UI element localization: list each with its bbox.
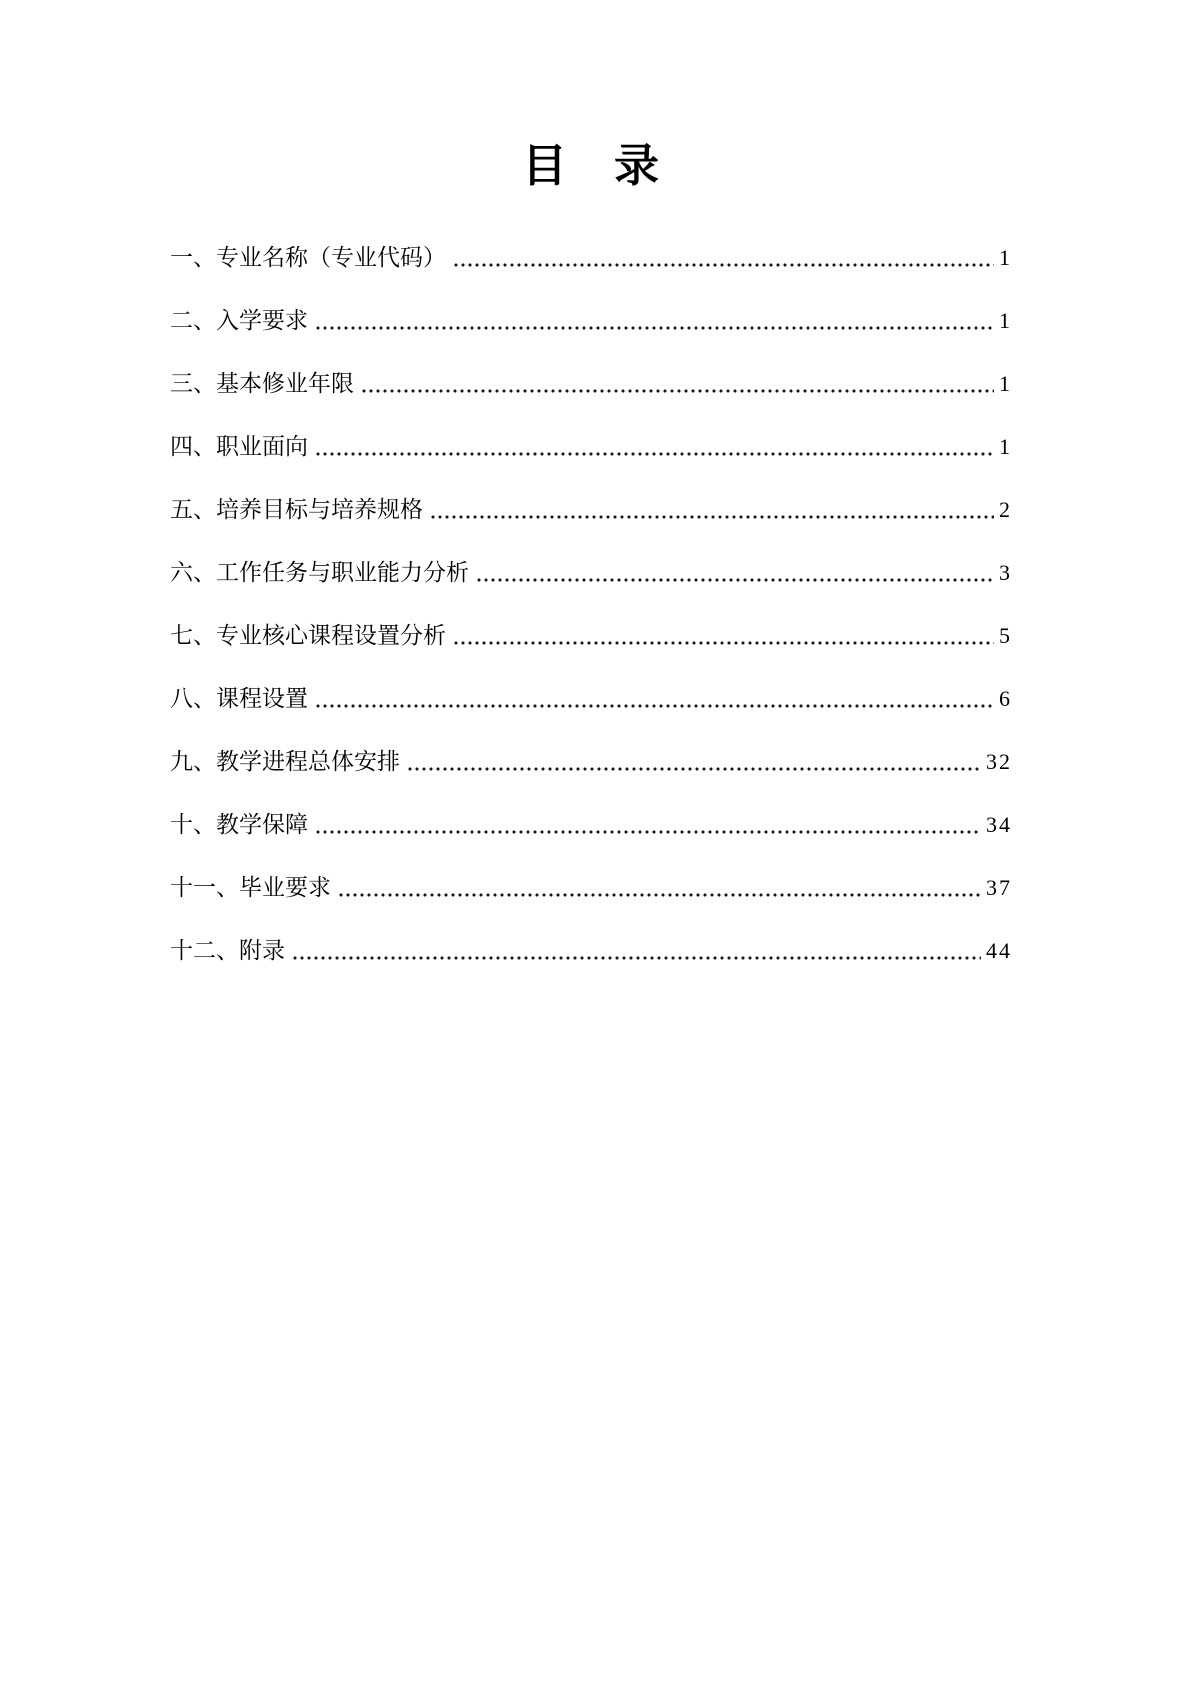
toc-entry-page: 44 — [986, 938, 1012, 964]
toc-entry-page: 37 — [986, 875, 1012, 901]
toc-entry[interactable] — [170, 687, 1012, 711]
dot-leader — [316, 326, 994, 330]
toc-entry-label: 三、基本修业年限 — [170, 371, 354, 397]
dot-leader — [431, 515, 994, 519]
toc-entry[interactable] — [170, 498, 1012, 522]
page-title: 目 录 — [521, 141, 660, 191]
toc-entry-label: 八、课程设置 — [170, 686, 308, 712]
toc-entry-page: 5 — [999, 623, 1012, 649]
dot-leader — [316, 830, 981, 834]
toc-entry-label: 一、专业名称（专业代码） — [170, 245, 446, 271]
toc-entry-page: 1 — [999, 371, 1012, 397]
dot-leader — [316, 452, 994, 456]
toc-entry-page: 1 — [999, 308, 1012, 334]
toc-entry-page: 3 — [999, 560, 1012, 586]
toc-entry-page: 34 — [986, 812, 1012, 838]
dot-leader — [339, 893, 981, 897]
toc-entry-label: 十二、附录 — [170, 938, 285, 964]
toc-entry-label: 十、教学保障 — [170, 812, 308, 838]
toc-entry[interactable] — [170, 876, 1012, 900]
toc-entry[interactable] — [170, 435, 1012, 459]
dot-leader — [362, 389, 994, 393]
toc-entry[interactable] — [170, 309, 1012, 333]
toc-entry-label: 五、培养目标与培养规格 — [170, 497, 423, 523]
toc-entry[interactable] — [170, 246, 1012, 270]
dot-leader — [454, 641, 994, 645]
dot-leader — [477, 578, 994, 582]
dot-leader — [408, 767, 981, 771]
toc-entry[interactable] — [170, 939, 1012, 963]
dot-leader — [316, 704, 994, 708]
dot-leader — [293, 956, 981, 960]
toc-entry-label: 九、教学进程总体安排 — [170, 749, 400, 775]
toc-entry-label: 十一、毕业要求 — [170, 875, 331, 901]
toc-entry-label: 四、职业面向 — [170, 434, 308, 460]
toc-entry[interactable] — [170, 561, 1012, 585]
toc-entry-label: 二、入学要求 — [170, 308, 308, 334]
toc-entry-page: 1 — [999, 434, 1012, 460]
toc-entry[interactable] — [170, 750, 1012, 774]
toc-entry-page: 6 — [999, 686, 1012, 712]
toc-entry[interactable] — [170, 813, 1012, 837]
toc-entry-label: 六、工作任务与职业能力分析 — [170, 560, 469, 586]
toc-list — [170, 246, 1012, 1002]
toc-entry-page: 1 — [999, 245, 1012, 271]
toc-entry-page: 2 — [999, 497, 1012, 523]
toc-entry[interactable] — [170, 624, 1012, 648]
toc-entry[interactable] — [170, 372, 1012, 396]
toc-entry-label: 七、专业核心课程设置分析 — [170, 623, 446, 649]
dot-leader — [454, 263, 994, 267]
toc-entry-page: 32 — [986, 749, 1012, 775]
